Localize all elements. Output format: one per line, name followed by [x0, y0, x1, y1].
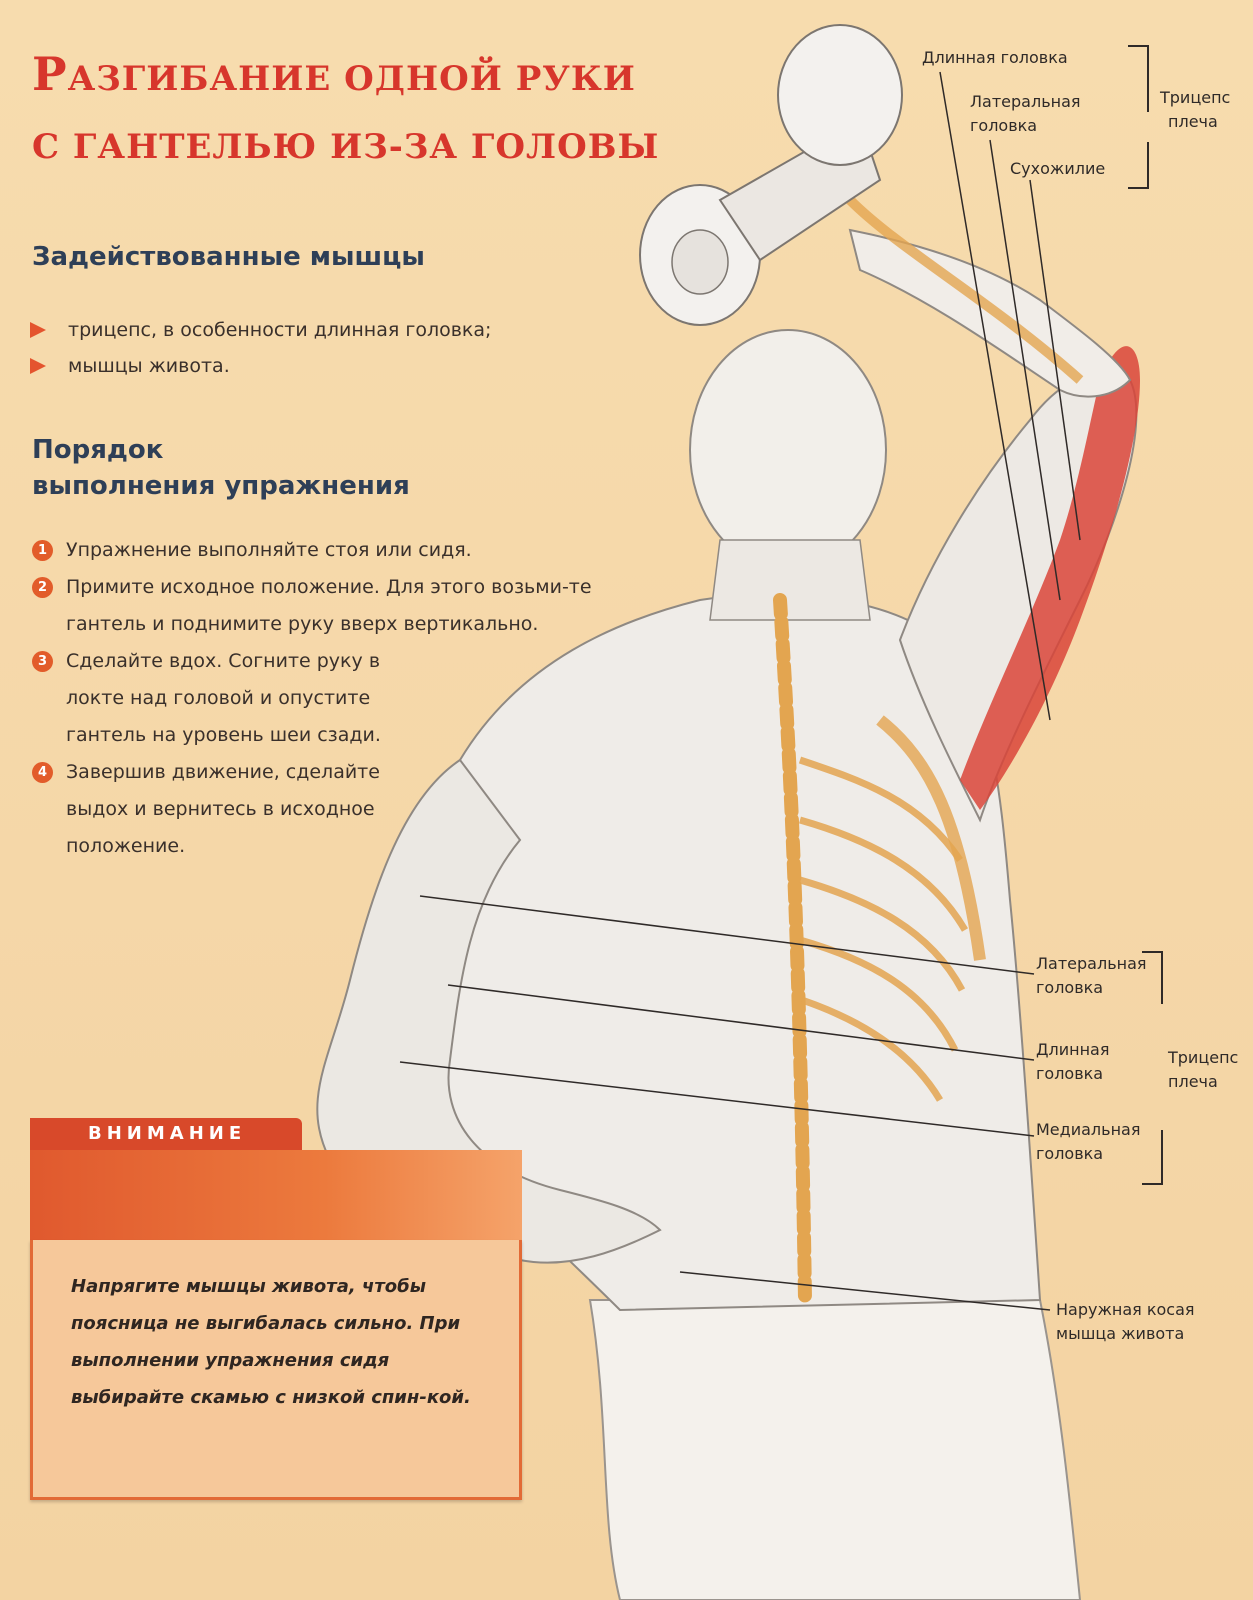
label-triceps-bottom — [1168, 1046, 1238, 1094]
muscles-list-item — [30, 312, 491, 348]
label-line: головка — [1036, 1144, 1104, 1163]
title-capital: Р — [32, 47, 68, 101]
label-line: головка — [970, 116, 1038, 135]
step-item — [32, 643, 426, 754]
label-line: Длинная — [1036, 1040, 1110, 1059]
label-lateral-head-bottom — [1036, 952, 1147, 1000]
pelvis-shape — [590, 1300, 1080, 1600]
label-line: плеча — [1168, 1072, 1218, 1091]
label-long-head-top: Длинная головка — [922, 48, 1068, 67]
neck-shape — [710, 540, 870, 620]
label-line: Трицепс — [1160, 88, 1231, 107]
label-tendon: Сухожилие — [1010, 159, 1106, 178]
step-item — [32, 532, 602, 569]
bullet-arrow-icon — [30, 358, 46, 374]
dumbbell — [640, 25, 902, 325]
step-number-icon: 2 — [32, 577, 53, 598]
label-medial-head — [1036, 1118, 1140, 1166]
page-title — [32, 40, 659, 181]
attention-band — [30, 1150, 522, 1240]
steps-list — [32, 532, 602, 865]
label-line: плеча — [1168, 112, 1218, 131]
step-number-icon: 3 — [32, 651, 53, 672]
step-text: Упражнение выполняйте стоя или сидя. — [66, 539, 472, 561]
label-line: Латеральная — [1036, 954, 1147, 973]
order-heading — [32, 432, 410, 504]
muscles-heading: Задействованные мышцы — [32, 242, 425, 272]
label-line: Медиальная — [1036, 1120, 1141, 1139]
muscles-item-text: мышцы живота. — [68, 355, 230, 377]
step-number-icon: 4 — [32, 762, 53, 783]
label-line: головка — [1036, 1064, 1104, 1083]
muscles-item-text: трицепс, в особенности длинная головка; — [68, 319, 492, 341]
label-line: мышца живота — [1056, 1324, 1185, 1343]
label-line: Трицепс — [1168, 1048, 1239, 1067]
bracket-top — [1128, 46, 1148, 188]
attention-label: ВНИМАНИЕ — [30, 1118, 302, 1150]
step-text: Примите исходное положение. Для этого возьми-те гантель и поднимите руку вверх вертикально. — [66, 576, 592, 635]
step-text: Завершив движение, сделайте выдох и вернитесь в исходное положение. — [66, 761, 380, 857]
muscles-list — [30, 312, 491, 384]
label-long-head-bottom — [1036, 1038, 1109, 1086]
label-line: головка — [1036, 978, 1104, 997]
label-line: Латеральная — [970, 92, 1081, 111]
label-line: Наружная косая — [1056, 1300, 1195, 1319]
attention-text: Напрягите мышцы живота, чтобы поясница не выгибалась сильно. При выполнении упражнения сидя выбирайте скамью с низкой спин-кой. — [71, 1276, 471, 1408]
step-number-icon: 1 — [32, 540, 53, 561]
attention-body — [30, 1240, 522, 1500]
step-item — [32, 754, 396, 865]
label-lateral-head-top — [970, 90, 1081, 138]
label-triceps-top — [1160, 86, 1230, 134]
label-external-oblique — [1056, 1298, 1195, 1346]
attention-box — [30, 1118, 522, 1500]
title-line1: АЗГИБАНИЕ ОДНОЙ РУКИ — [67, 59, 636, 99]
step-item — [32, 569, 602, 643]
order-heading-line1: Порядок — [32, 435, 164, 465]
muscles-list-item — [30, 348, 491, 384]
order-heading-line2: выполнения упражнения — [32, 471, 410, 501]
head-shape — [690, 330, 886, 570]
bullet-arrow-icon — [30, 322, 46, 338]
step-text: Сделайте вдох. Согните руку в локте над головой и опустите гантель на уровень шеи сзади. — [66, 650, 381, 746]
title-line2: С ГАНТЕЛЬЮ ИЗ-ЗА ГОЛОВЫ — [32, 127, 660, 167]
